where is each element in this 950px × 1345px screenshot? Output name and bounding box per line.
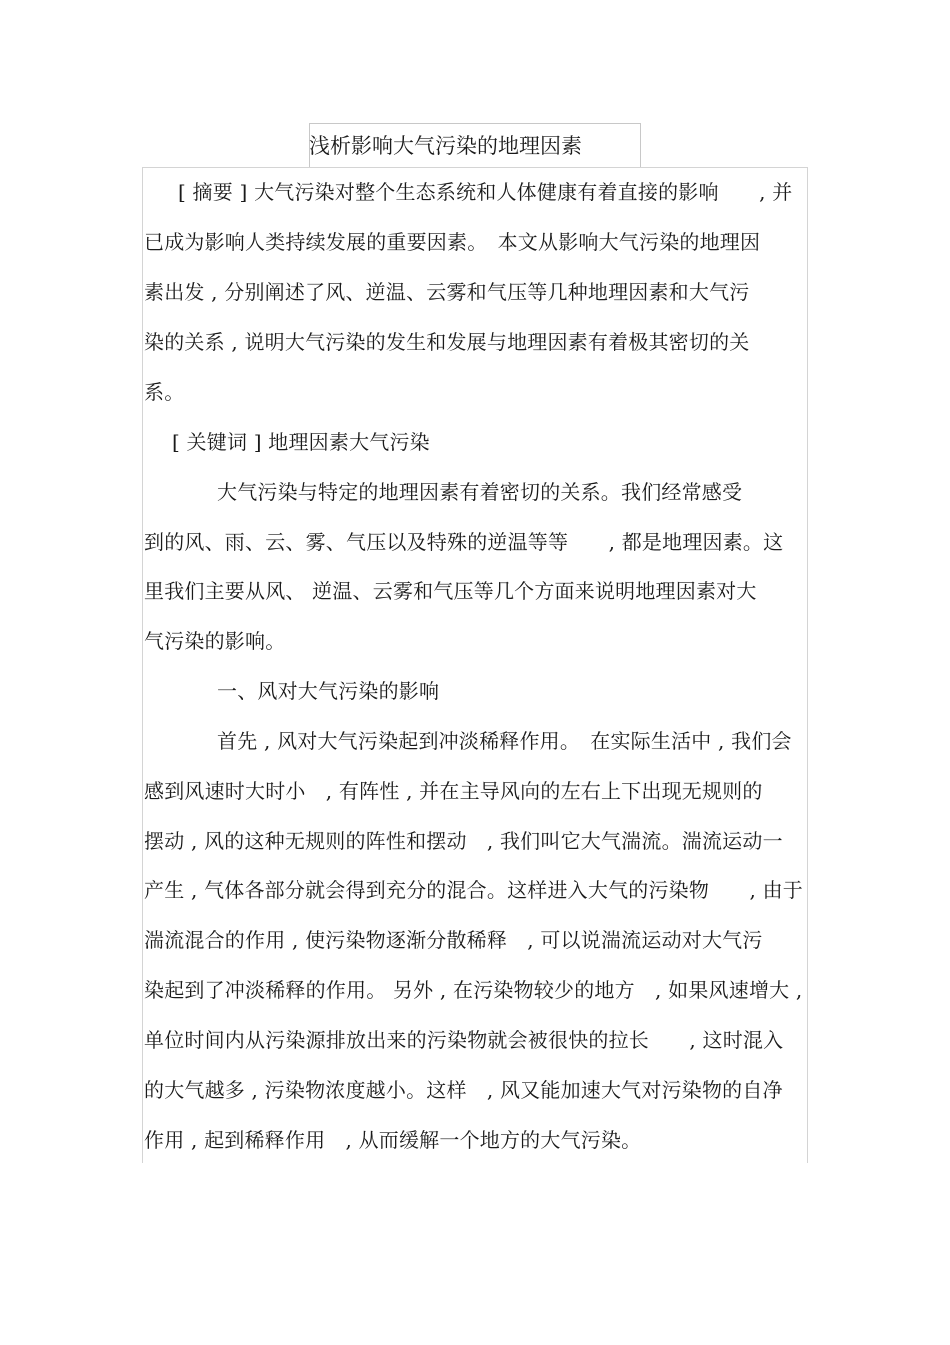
section-line-5: 湍流混合的作用 , 使污染物逐渐分散稀释 , 可以说湍流运动对大气污 — [144, 928, 763, 952]
abstract-line-3: 素出发 , 分别阐述了风、逆温、云雾和气压等几种地理因素和大气污 — [144, 280, 750, 304]
intro-line-1: 大气污染与特定的地理因素有着密切的关系。我们经常感受 — [217, 480, 743, 504]
abstract-line-2: 已成为影响人类持续发展的重要因素。 本文从影响大气污染的地理因 — [144, 230, 761, 254]
document-title: 浅析影响大气污染的地理因素 — [309, 134, 582, 158]
keywords-line: [ 关键词 ] 地理因素大气污染 — [172, 430, 430, 454]
section-line-9: 作用 , 起到稀释作用 , 从而缓解一个地方的大气污染。 — [144, 1128, 642, 1152]
abstract-line-1: [ 摘要 ] 大气污染对整个生态系统和人体健康有着直接的影响 , 并 — [178, 180, 793, 204]
section-line-1: 首先 , 风对大气污染起到冲淡稀释作用。 在实际生活中 , 我们会 — [217, 729, 792, 753]
section-heading: 一、风对大气污染的影响 — [217, 679, 440, 703]
section-line-8: 的大气越多 , 污染物浓度越小。这样 , 风又能加速大气对污染物的自净 — [144, 1078, 783, 1102]
section-line-2: 感到风速时大时小 , 有阵性 , 并在主导风向的左右上下出现无规则的 — [144, 779, 763, 803]
intro-line-2: 到的风、雨、云、雾、气压以及特殊的逆温等等 , 都是地理因素。这 — [144, 530, 784, 554]
section-line-4: 产生 , 气体各部分就会得到充分的混合。这样进入大气的污染物 , 由于 — [144, 878, 803, 902]
abstract-line-4: 染的关系 , 说明大气污染的发生和发展与地理因素有着极其密切的关 — [144, 330, 750, 354]
section-line-6: 染起到了冲淡稀释的作用。 另外 , 在污染物较少的地方 , 如果风速增大 , — [144, 978, 803, 1002]
section-line-3: 摆动 , 风的这种无规则的阵性和摆动 , 我们叫它大气湍流。湍流运动一 — [144, 829, 783, 853]
section-line-7: 单位时间内从污染源排放出来的污染物就会被很快的拉长 , 这时混入 — [144, 1028, 784, 1052]
body-frame — [142, 167, 808, 1163]
abstract-line-5: 系。 — [144, 380, 185, 404]
intro-line-3: 里我们主要从风、 逆温、云雾和气压等几个方面来说明地理因素对大 — [144, 579, 757, 603]
intro-line-4: 气污染的影响。 — [144, 629, 286, 653]
